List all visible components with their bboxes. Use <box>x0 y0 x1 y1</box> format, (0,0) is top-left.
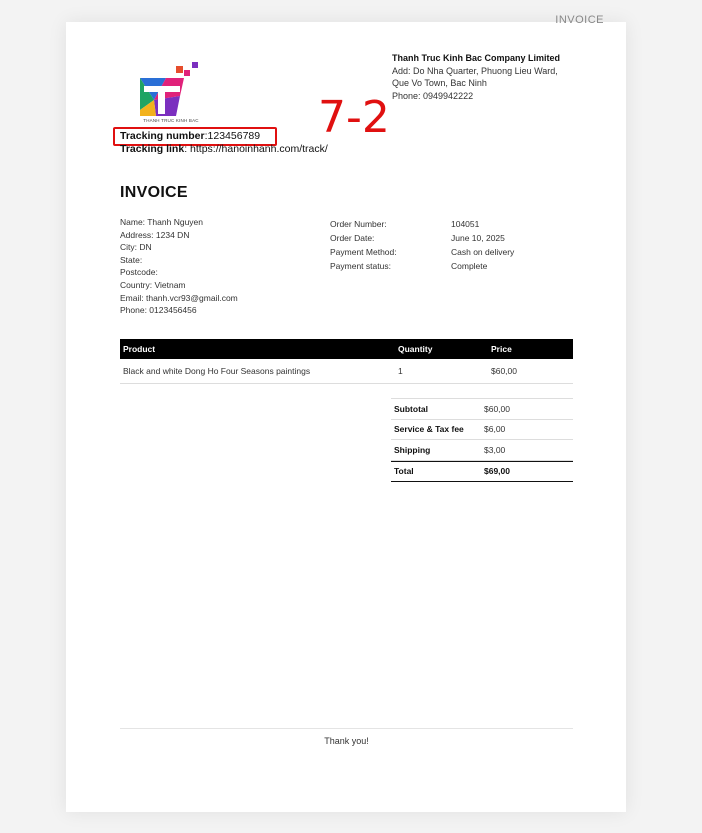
invoice-title: INVOICE <box>120 184 188 201</box>
shipping-label: Shipping <box>394 444 431 455</box>
table-row <box>120 359 573 384</box>
payment-status-value: Complete <box>451 261 488 271</box>
tracking-link-label: Tracking link <box>120 143 185 155</box>
customer-email: Email: thanh.vcr93@gmail.com <box>120 292 238 303</box>
order-date-label: Order Date: <box>330 233 375 243</box>
company-address-line2: Que Vo Town, Bac Ninh <box>392 78 487 88</box>
tracking-number-label: Tracking number <box>120 130 205 142</box>
fee-row <box>391 420 573 441</box>
tracking-number-value: :123456789 <box>204 130 261 142</box>
customer-state: State: <box>120 254 143 265</box>
tracking-info <box>120 130 328 156</box>
customer-address: Address: 1234 DN <box>120 229 190 240</box>
tracking-number <box>120 130 328 143</box>
tracking-link-value[interactable]: : https://hanoinhanh.com/track/ <box>184 143 328 155</box>
payment-method-value: Cash on delivery <box>451 247 515 257</box>
customer-phone: Phone: 0123456456 <box>120 305 197 316</box>
item-price: $60,00 <box>491 366 517 376</box>
order-number-label: Order Number: <box>330 219 387 229</box>
company-phone: Phone: 0949942222 <box>392 90 474 101</box>
header-product: Product <box>123 344 156 354</box>
customer-info <box>120 216 238 317</box>
company-info <box>392 52 560 102</box>
logo-caption: THANH TRUC KINH BAC <box>143 118 199 123</box>
order-date-row <box>330 231 514 245</box>
customer-postcode: Postcode: <box>120 267 158 278</box>
total-label: Total <box>394 466 414 477</box>
order-number-row <box>330 217 514 231</box>
totals-table <box>391 398 573 482</box>
payment-method-row <box>330 245 514 259</box>
subtotal-row <box>391 399 573 420</box>
subtotal-label: Subtotal <box>394 403 428 414</box>
total-row <box>391 461 573 483</box>
total-value: $69,00 <box>484 466 510 477</box>
order-info <box>330 217 514 273</box>
item-product: Black and white Dong Ho Four Seasons paintings <box>123 366 311 376</box>
payment-status-row <box>330 259 514 273</box>
item-quantity: 1 <box>398 366 403 376</box>
payment-status-label: Payment status: <box>330 261 391 271</box>
subtotal-value: $60,00 <box>484 403 510 414</box>
shipping-value: $3,00 <box>484 444 506 455</box>
shipping-row <box>391 440 573 461</box>
thank-you-note: Thank you! <box>324 736 369 746</box>
invoice-page <box>66 14 626 812</box>
corner-label: INVOICE <box>555 14 604 26</box>
items-table-header <box>120 339 573 359</box>
footer-divider <box>120 728 573 729</box>
order-date-value: June 10, 2025 <box>451 233 505 243</box>
fee-value: $6,00 <box>484 424 506 435</box>
header-price: Price <box>491 344 512 354</box>
customer-name: Name: Thanh Nguyen <box>120 217 204 227</box>
company-logo <box>136 60 206 126</box>
order-number-value: 104051 <box>451 219 480 229</box>
company-name: Thanh Truc Kinh Bac Company Limited <box>392 53 561 63</box>
payment-method-label: Payment Method: <box>330 247 397 257</box>
customer-country: Country: Vietnam <box>120 279 186 290</box>
fee-label: Service & Tax fee <box>394 424 464 435</box>
header-quantity: Quantity <box>398 344 433 354</box>
company-address-line1: Add: Do Nha Quarter, Phuong Lieu Ward, <box>392 65 558 76</box>
items-table <box>120 339 573 384</box>
customer-city: City: DN <box>120 242 152 253</box>
annotation-label: 7-2 <box>318 92 390 143</box>
tracking-link <box>120 143 328 156</box>
